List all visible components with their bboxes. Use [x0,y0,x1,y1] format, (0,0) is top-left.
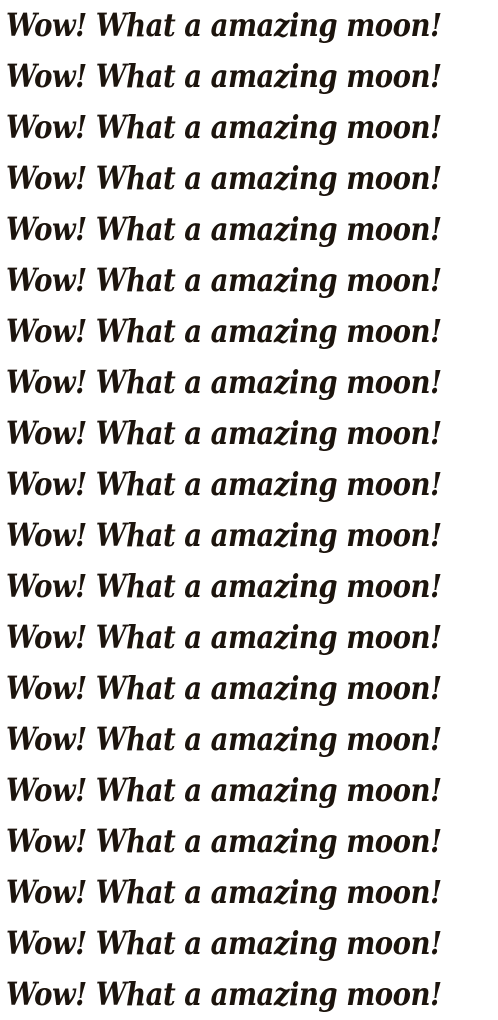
text-line: Wow! What a amazing moon! [6,669,442,707]
text-line: Wow! What a amazing moon! [6,108,442,146]
text-line: Wow! What a amazing moon! [6,771,442,809]
text-line: Wow! What a amazing moon! [6,363,442,401]
text-line: Wow! What a amazing moon! [6,720,442,758]
text-line: Wow! What a amazing moon! [6,924,442,962]
text-line: Wow! What a amazing moon! [6,57,442,95]
text-line: Wow! What a amazing moon! [6,6,442,44]
text-line: Wow! What a amazing moon! [6,414,442,452]
text-line: Wow! What a amazing moon! [6,210,442,248]
text-line: Wow! What a amazing moon! [6,312,442,350]
text-line: Wow! What a amazing moon! [6,975,442,1013]
text-line: Wow! What a amazing moon! [6,516,442,554]
text-line: Wow! What a amazing moon! [6,567,442,605]
text-line: Wow! What a amazing moon! [6,822,442,860]
text-line: Wow! What a amazing moon! [6,873,442,911]
text-line: Wow! What a amazing moon! [6,159,442,197]
text-line: Wow! What a amazing moon! [6,261,442,299]
text-line: Wow! What a amazing moon! [6,465,442,503]
text-line: Wow! What a amazing moon! [6,618,442,656]
